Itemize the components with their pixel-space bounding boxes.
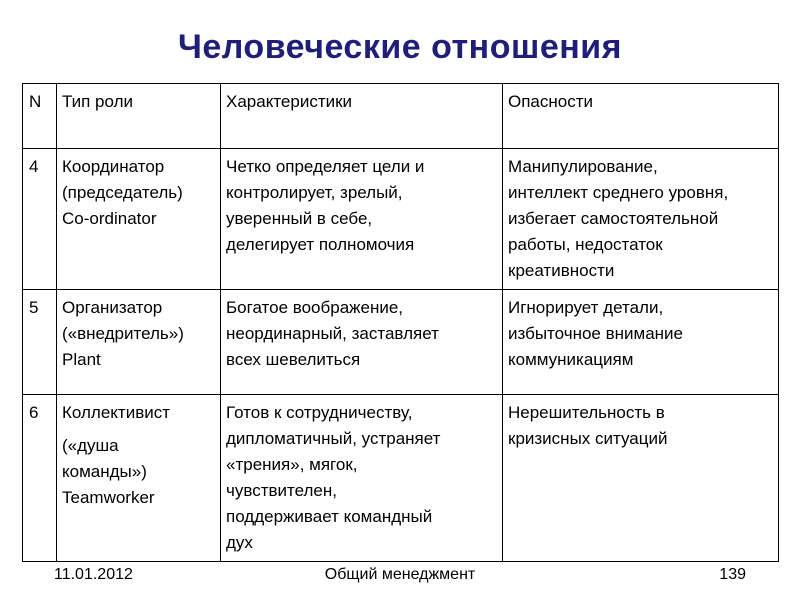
footer-course-name: Общий менеджмент <box>324 566 476 583</box>
row-number-cell: 5 <box>23 290 57 395</box>
dangers-cell <box>503 149 779 290</box>
characteristics-cell <box>221 395 503 562</box>
dangers-cell <box>503 395 779 562</box>
dangers-line: Игнорирует детали, <box>508 298 664 317</box>
role-line: (председатель) <box>62 183 183 202</box>
characteristics-line: контролирует, зрелый, <box>226 183 403 202</box>
role-cell <box>57 395 221 562</box>
row-number-cell: 4 <box>23 149 57 290</box>
characteristics-line: «трения», мягок, <box>226 455 358 474</box>
characteristics-line: Четко определяет цели и <box>226 157 425 176</box>
role-line: Координатор <box>62 157 165 176</box>
row-number-cell: 6 <box>23 395 57 562</box>
dangers-line: Нерешительность в <box>508 403 665 422</box>
role-line: Teamworker <box>62 488 155 507</box>
role-line: («внедритель») <box>62 324 184 343</box>
dangers-line: креативности <box>508 261 615 280</box>
characteristics-line: поддерживает командный <box>226 507 433 526</box>
characteristics-cell <box>221 290 503 395</box>
header-cell-characteristics: Характеристики <box>221 84 503 149</box>
characteristics-line: Богатое воображение, <box>226 298 404 317</box>
characteristics-line: всех шевелиться <box>226 350 361 369</box>
role-cell <box>57 290 221 395</box>
dangers-cell <box>503 290 779 395</box>
role-cell <box>57 149 221 290</box>
header-cell-role: Тип роли <box>57 84 221 149</box>
dangers-line: избегает самостоятельной <box>508 209 719 228</box>
characteristics-line: неординарный, заставляет <box>226 324 439 343</box>
characteristics-line: дипломатичный, устраняет <box>226 429 441 448</box>
roles-table <box>22 83 779 562</box>
dangers-line: кризисных ситуаций <box>508 429 668 448</box>
role-line: Co-ordinator <box>62 209 157 228</box>
table-header-row <box>23 84 779 149</box>
dangers-line: интеллект среднего уровня, <box>508 183 729 202</box>
footer-page-number: 139 <box>719 566 746 583</box>
dangers-line: коммуникациям <box>508 350 634 369</box>
table-row <box>23 149 779 290</box>
characteristics-line: Готов к сотрудничеству, <box>226 403 413 422</box>
footer-date: 11.01.2012 <box>54 566 133 583</box>
header-cell-dangers: Опасности <box>503 84 779 149</box>
characteristics-line: делегирует полномочия <box>226 235 415 254</box>
dangers-line: работы, недостаток <box>508 235 663 254</box>
characteristics-cell <box>221 149 503 290</box>
role-line: («душа <box>62 436 119 455</box>
role-line: команды») <box>62 462 147 481</box>
table-row <box>23 395 779 562</box>
dangers-line: Манипулирование, <box>508 157 658 176</box>
characteristics-line: уверенный в себе, <box>226 209 373 228</box>
characteristics-line: чувствителен, <box>226 481 337 500</box>
characteristics-line: дух <box>226 533 253 552</box>
dangers-line: избыточное внимание <box>508 324 684 343</box>
role-line: Коллективист <box>62 403 171 422</box>
role-line: Plant <box>62 350 101 369</box>
header-cell-n: N <box>23 84 57 149</box>
table-row <box>23 290 779 395</box>
slide-title: Человеческие отношения <box>177 28 623 66</box>
role-line: Организатор <box>62 298 163 317</box>
